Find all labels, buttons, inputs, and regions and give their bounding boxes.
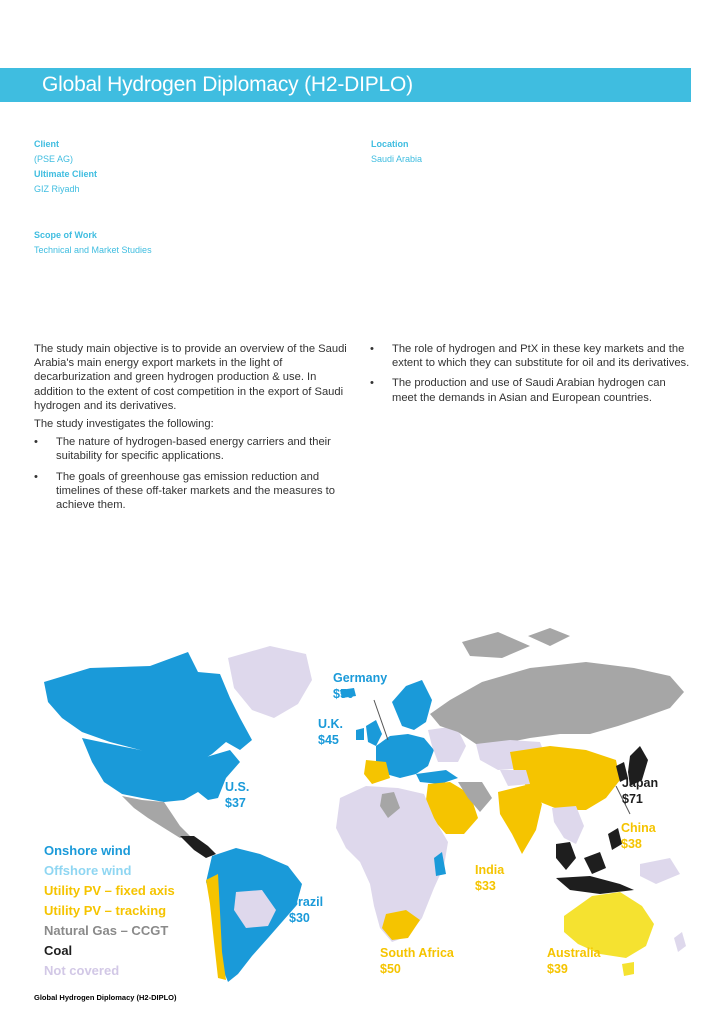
callout-australia <box>547 945 601 977</box>
location-value: Saudi Arabia <box>371 154 423 164</box>
callout-name: Brazil <box>289 895 324 909</box>
callout-value: $38 <box>621 837 642 851</box>
callout-value: $39 <box>547 962 568 976</box>
callout-india <box>475 862 504 894</box>
location-label: Location <box>371 139 409 149</box>
investigates-line: The study investigates the following: <box>34 418 214 431</box>
legend-pv-tracking: Utility PV – tracking <box>44 903 167 918</box>
scope-label: Scope of Work <box>34 230 97 240</box>
callout-name: Germany <box>333 671 388 685</box>
callout-brazil <box>289 894 323 926</box>
legend-coal: Coal <box>44 943 73 958</box>
legend-natural-gas: Natural Gas – CCGT <box>44 923 169 938</box>
page-footer: Global Hydrogen Diplomacy (H2-DIPLO) <box>34 993 177 1002</box>
callout-value: $50 <box>380 962 401 976</box>
callout-us <box>225 779 249 811</box>
callout-uk <box>318 716 343 748</box>
list-item: • The goals of greenhouse gas emission reduction and timelines of these off-taker markets and the measures to achieve them. <box>34 470 354 513</box>
map-legend <box>44 841 175 981</box>
ultimate-client-label: Ultimate Client <box>34 169 98 179</box>
intro-paragraph: The study main objective is to provide an overview of the Saudi Arabia's main energy export markets in the light of decarburization and green hydrogen production & use. In addition to the extent of cost competition in the export of Saudi hydrogen and its derivatives. <box>34 343 347 412</box>
callout-value: $37 <box>225 796 246 810</box>
callout-name: U.S. <box>225 780 250 794</box>
callout-south-africa <box>380 945 454 977</box>
list-item: • The role of hydrogen and PtX in these key markets and the extent to which they can substitute for oil and its derivatives. <box>370 342 692 370</box>
page-title: Global Hydrogen Diplomacy (H2-DIPLO) <box>42 73 413 96</box>
client-value: (PSE AG) <box>34 154 74 164</box>
ultimate-client-value: GIZ Riyadh <box>34 184 80 194</box>
list-item: • The production and use of Saudi Arabian hydrogen can meet the demands in Asian and European countries. <box>370 376 692 404</box>
callout-name: China <box>621 821 656 835</box>
callout-value: $45 <box>318 733 339 747</box>
callout-value: $50 <box>333 687 354 701</box>
legend-not-covered: Not covered <box>44 963 120 978</box>
callout-value: $33 <box>475 879 496 893</box>
callout-germany <box>333 670 387 702</box>
legend-pv-fixed: Utility PV – fixed axis <box>44 883 175 898</box>
callout-value: $30 <box>289 911 310 925</box>
callout-japan <box>622 775 658 807</box>
client-label: Client <box>34 139 60 149</box>
callout-china <box>621 820 656 852</box>
title-accent-stripe <box>0 68 36 102</box>
left-bullet-list <box>34 435 354 512</box>
callout-name: Japan <box>622 776 659 790</box>
legend-offshore-wind: Offshore wind <box>44 863 132 878</box>
callout-name: South Africa <box>380 946 454 960</box>
list-item: • The nature of hydrogen-based energy carriers and their suitability for specific applications. <box>34 435 354 463</box>
callout-value: $71 <box>622 792 643 806</box>
callout-name: India <box>475 863 505 877</box>
scope-value: Technical and Market Studies <box>34 245 152 255</box>
legend-onshore-wind: Onshore wind <box>44 843 131 858</box>
right-bullet-list <box>370 342 692 405</box>
body-left-column <box>34 342 354 518</box>
callout-name: U.K. <box>318 717 343 731</box>
body-right-column <box>370 342 692 411</box>
callout-name: Australia <box>547 946 601 960</box>
